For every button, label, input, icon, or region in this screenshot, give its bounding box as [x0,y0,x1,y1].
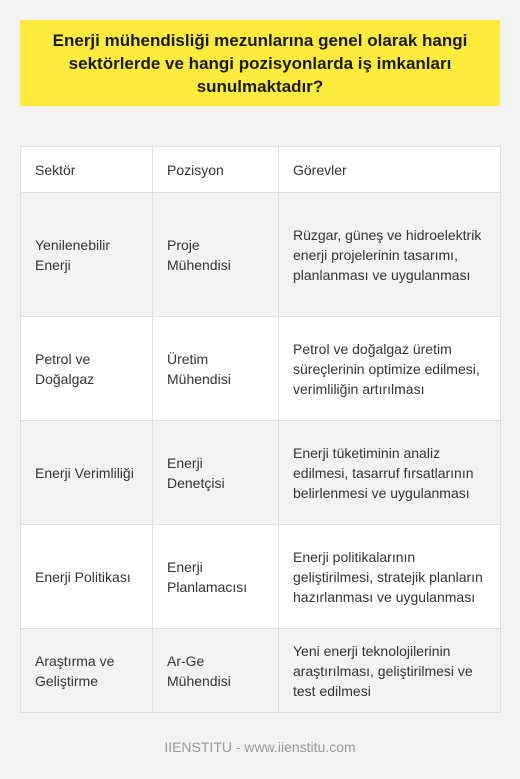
duties-cell: Yeni enerji teknolojilerinin araştırılması, geliştirilmesi ve test edilmesi [279,629,501,713]
career-table [20,146,501,713]
column-header-duties: Görevler [279,147,501,193]
table-row [21,317,501,421]
table-row [21,421,501,525]
footer-credit: IIENSTITU - www.iienstitu.com [164,739,356,755]
table-row [21,193,501,317]
duties-cell: Enerji tüketiminin analiz edilmesi, tasarruf fırsatlarının belirlenmesi ve uygulanması [279,421,501,525]
sector-cell: Yenilenebilir Enerji [21,193,153,317]
career-table-container [20,146,500,713]
table-row [21,629,501,713]
duties-cell: Enerji politikalarının geliştirilmesi, stratejik planların hazırlanması ve uygulanması [279,525,501,629]
position-cell: Üretim Mühendisi [153,317,279,421]
sector-cell: Enerji Politikası [21,525,153,629]
position-cell: Enerji Denetçisi [153,421,279,525]
position-cell: Proje Mühendisi [153,193,279,317]
table-row [21,525,501,629]
column-header-sector: Sektör [21,147,153,193]
column-header-position: Pozisyon [153,147,279,193]
duties-cell: Rüzgar, güneş ve hidroelektrik enerji projelerinin tasarımı, planlanması ve uygulanması [279,193,501,317]
page-title: Enerji mühendisliği mezunlarına genel olarak hangi sektörlerde ve hangi pozisyonlarda iş imkanları sunulmaktadır? [52,30,468,96]
sector-cell: Araştırma ve Geliştirme [21,629,153,713]
position-cell: Enerji Planlamacısı [153,525,279,629]
position-cell: Ar-Ge Mühendisi [153,629,279,713]
table-header-row [21,147,501,193]
sector-cell: Enerji Verimliliği [21,421,153,525]
sector-cell: Petrol ve Doğalgaz [21,317,153,421]
title-banner [20,20,500,106]
duties-cell: Petrol ve doğalgaz üretim süreçlerinin optimize edilmesi, verimliliğin artırılması [279,317,501,421]
